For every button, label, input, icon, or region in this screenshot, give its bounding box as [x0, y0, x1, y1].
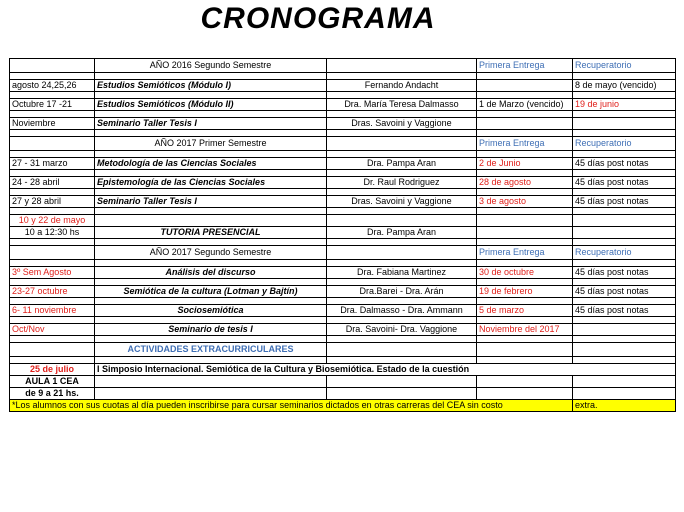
semester-header-row [10, 59, 676, 73]
semester-header-row [10, 137, 676, 151]
primera-entrega-header: Primera Entrega [477, 246, 573, 260]
primera-entrega-header: Primera Entrega [477, 137, 573, 151]
table-row [10, 400, 676, 412]
spacer-row [10, 336, 676, 343]
spacer-row [10, 111, 676, 118]
course-cell: Análisis del discurso [95, 267, 327, 279]
table-row [10, 227, 676, 239]
spacer-row [10, 317, 676, 324]
empty-cell [327, 246, 477, 260]
entrega-cell: Noviembre del 2017 [477, 324, 573, 336]
date-cell: 27 - 31 marzo [10, 158, 95, 170]
semester-label: AÑO 2017 Primer Semestre [95, 137, 327, 151]
course-cell: Estudios Semióticos (Módulo II) [95, 99, 327, 111]
empty-cell [327, 137, 477, 151]
spacer-row [10, 170, 676, 177]
entrega-cell [477, 80, 573, 92]
entrega-cell: 28 de agosto [477, 177, 573, 189]
event-place-cell: AULA 1 CEA [10, 376, 95, 388]
teacher-cell: Dra. María Teresa Dalmasso [327, 99, 477, 111]
recup-cell: 45 días post notas [573, 196, 676, 208]
table-row [10, 118, 676, 130]
teacher-cell: Dra. Pampa Aran [327, 227, 477, 239]
event-title-cell: I Simposio Internacional. Semiótica de la Cultura y Biosemiótica. Estado de la cuestión [95, 364, 676, 376]
table-row [10, 177, 676, 189]
course-cell: Epistemología de las Ciencias Sociales [95, 177, 327, 189]
semester-label: AÑO 2017 Segundo Semestre [95, 246, 327, 260]
recup-cell: 45 días post notas [573, 305, 676, 317]
entrega-cell: 19 de febrero [477, 286, 573, 298]
spacer-row [10, 279, 676, 286]
empty-cell [10, 59, 95, 73]
spacer-row [10, 260, 676, 267]
table-row [10, 158, 676, 170]
table-row [10, 388, 676, 400]
primera-entrega-header: Primera Entrega [477, 59, 573, 73]
empty-cell [327, 59, 477, 73]
footnote-end-cell: extra. [573, 400, 676, 412]
table-row [10, 267, 676, 279]
date-cell: agosto 24,25,26 [10, 80, 95, 92]
table-row [10, 286, 676, 298]
date-cell: 3º Sem Agosto [10, 267, 95, 279]
teacher-cell: Dr. Raul Rodriguez [327, 177, 477, 189]
date-cell: 24 - 28 abril [10, 177, 95, 189]
teacher-cell: Dra. Dalmasso - Dra. Ammann [327, 305, 477, 317]
recup-cell: 45 días post notas [573, 177, 676, 189]
date-cell: Oct/Nov [10, 324, 95, 336]
course-cell: Semiótica de la cultura (Lotman y Bajtín) [95, 286, 327, 298]
spacer-row [10, 151, 676, 158]
spacer-row [10, 130, 676, 137]
teacher-cell: Dras. Savoini y Vaggione [327, 118, 477, 130]
spacer-row [10, 239, 676, 246]
event-date-cell: 25 de julio [10, 364, 95, 376]
entrega-cell: 1 de Marzo (vencido) [477, 99, 573, 111]
event-time-cell: de 9 a 21 hs. [10, 388, 95, 400]
table-row [10, 99, 676, 111]
spacer-row [10, 92, 676, 99]
page-title: CRONOGRAMA [200, 2, 436, 35]
spacer-row [10, 208, 676, 215]
tutoria-course-cell: TUTORIA PRESENCIAL [95, 227, 327, 239]
table-row [10, 364, 676, 376]
recup-cell: 8 de mayo (vencido) [573, 80, 676, 92]
semester-label: AÑO 2016 Segundo Semestre [95, 59, 327, 73]
course-cell: Sociosemiótica [95, 305, 327, 317]
course-cell: Seminario Taller Tesis I [95, 196, 327, 208]
tutoria-date-cell: 10 y 22 de mayo [10, 215, 95, 227]
recup-cell: 45 días post notas [573, 158, 676, 170]
extracurricular-label: ACTIVIDADES EXTRACURRICULARES [95, 343, 327, 357]
spacer-row [10, 73, 676, 80]
entrega-cell [477, 118, 573, 130]
schedule-table [9, 58, 676, 412]
recuperatorio-header: Recuperatorio [573, 59, 676, 73]
teacher-cell: Dras. Savoini y Vaggione [327, 196, 477, 208]
teacher-cell: Fernando Andacht [327, 80, 477, 92]
recup-cell [573, 118, 676, 130]
spacer-row [10, 298, 676, 305]
date-cell: 6- 11 noviembre [10, 305, 95, 317]
table-row [10, 215, 676, 227]
recup-cell [573, 324, 676, 336]
date-cell: 23-27 octubre [10, 286, 95, 298]
table-row [10, 376, 676, 388]
empty-cell [10, 343, 95, 357]
entrega-cell: 30 de octubre [477, 267, 573, 279]
table-row [10, 80, 676, 92]
entrega-cell: 3 de agosto [477, 196, 573, 208]
table-row [10, 305, 676, 317]
tutoria-time-cell: 10 a 12:30 hs [10, 227, 95, 239]
course-cell: Seminario Taller Tesis I [95, 118, 327, 130]
recuperatorio-header: Recuperatorio [573, 137, 676, 151]
spacer-row [10, 357, 676, 364]
date-cell: Octubre 17 -21 [10, 99, 95, 111]
teacher-cell: Dra.Barei - Dra. Arán [327, 286, 477, 298]
recuperatorio-header: Recuperatorio [573, 246, 676, 260]
entrega-cell: 2 de Junio [477, 158, 573, 170]
course-cell: Seminario de tesis I [95, 324, 327, 336]
table-row [10, 324, 676, 336]
extracurricular-header-row [10, 343, 676, 357]
course-cell: Estudios Semióticos (Módulo I) [95, 80, 327, 92]
teacher-cell: Dra. Fabiana Martinez [327, 267, 477, 279]
recup-cell: 45 días post notas [573, 286, 676, 298]
semester-header-row [10, 246, 676, 260]
date-cell: 27 y 28 abril [10, 196, 95, 208]
empty-cell [10, 246, 95, 260]
table-row [10, 196, 676, 208]
entrega-cell: 5 de marzo [477, 305, 573, 317]
footnote-cell: *Los alumnos con sus cuotas al día pueden inscribirse para cursar seminarios dictados en otras carreras del CEA sin costo [10, 400, 573, 412]
spacer-row [10, 189, 676, 196]
course-cell: Metodología de las Ciencias Sociales [95, 158, 327, 170]
empty-cell [10, 137, 95, 151]
recup-cell: 19 de junio [573, 99, 676, 111]
date-cell: Noviembre [10, 118, 95, 130]
recup-cell: 45 días post notas [573, 267, 676, 279]
teacher-cell: Dra. Savoini- Dra. Vaggione [327, 324, 477, 336]
teacher-cell: Dra. Pampa Aran [327, 158, 477, 170]
